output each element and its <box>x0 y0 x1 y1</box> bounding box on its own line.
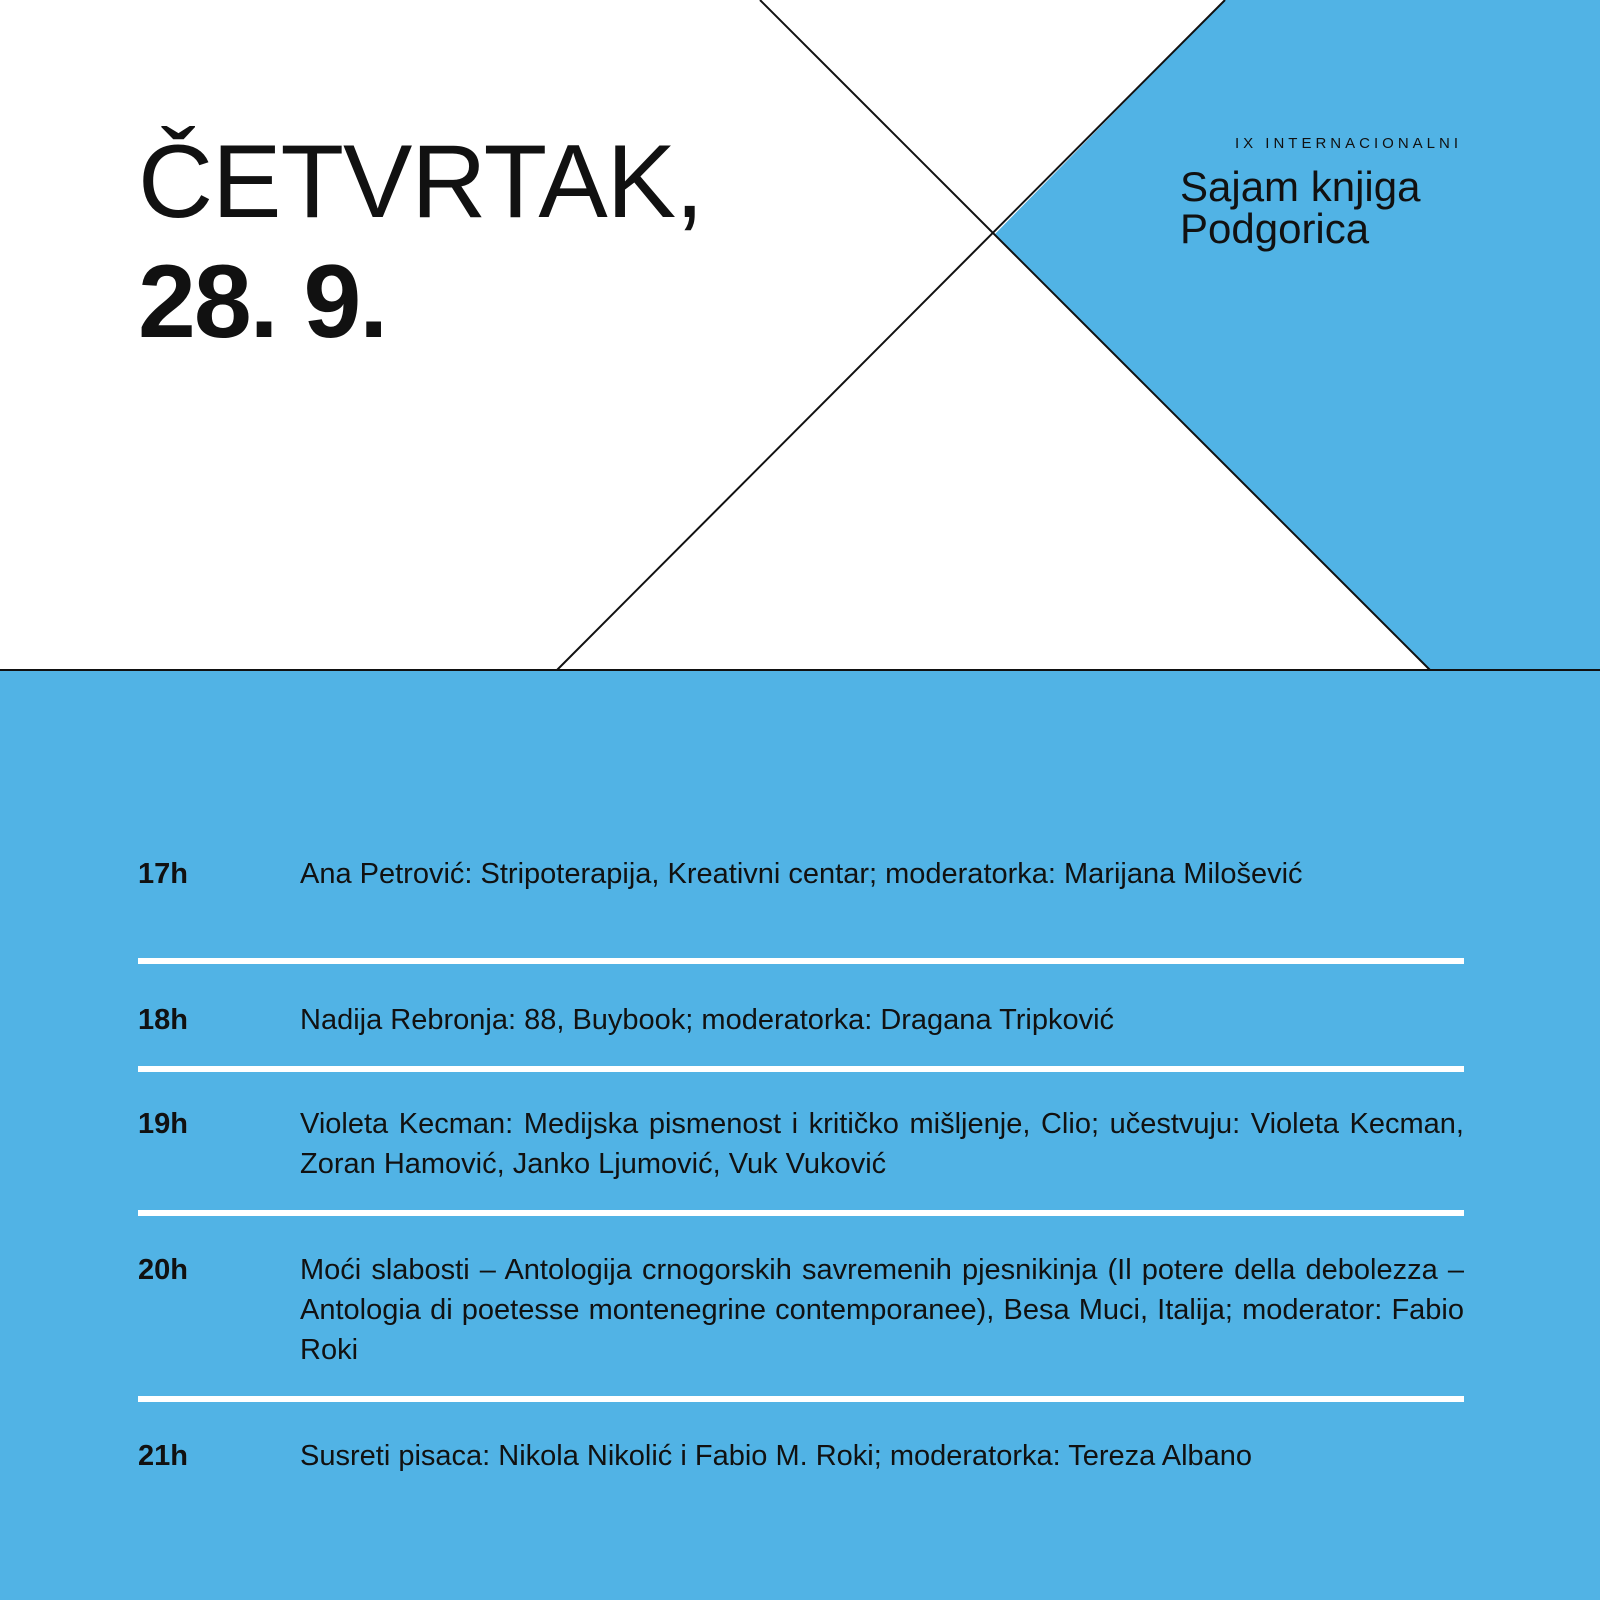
logo-title-text: Sajam knjiga <box>1180 163 1421 210</box>
day-title: ČETVRTAK, <box>138 124 704 240</box>
event-time: 20h <box>138 1254 188 1286</box>
event-description: Nadija Rebronja: 88, Buybook; moderatorka: Dragana Tripković <box>300 1004 1115 1036</box>
event-time: 19h <box>138 1108 188 1140</box>
fair-logo <box>1142 135 1462 250</box>
row-divider <box>138 1066 1464 1072</box>
event-description: Violeta Kecman: Medijska pismenost i kritičko mišljenje, Clio; učestvuju: Violeta Kecman, Zoran Hamović, Janko Ljumović, Vuk Vuković <box>300 1108 1464 1180</box>
logo-city-text: Podgorica <box>1180 205 1370 252</box>
event-time: 17h <box>138 858 188 890</box>
event-description: Susreti pisaca: Nikola Nikolić i Fabio M. Roki; moderatorka: Tereza Albano <box>300 1440 1253 1472</box>
event-time: 21h <box>138 1440 188 1472</box>
event-time: 18h <box>138 1004 188 1036</box>
row-divider <box>138 958 1464 964</box>
logo-edition-text: IX INTERNACIONALNI <box>1234 135 1462 152</box>
row-divider <box>138 1210 1464 1216</box>
event-description: Ana Petrović: Stripoterapija, Kreativni centar; moderatorka: Marijana Milošević <box>300 858 1303 890</box>
row-divider <box>138 1396 1464 1402</box>
event-description: Moći slabosti – Antologija crnogorskih savremenih pjesnikinja (Il potere della debolezza – Antologia di poetesse montenegrine contemporanee), Besa Muci, Italija; moderator: Fabio Roki <box>300 1254 1464 1366</box>
date-title: 28. 9. <box>138 244 387 360</box>
